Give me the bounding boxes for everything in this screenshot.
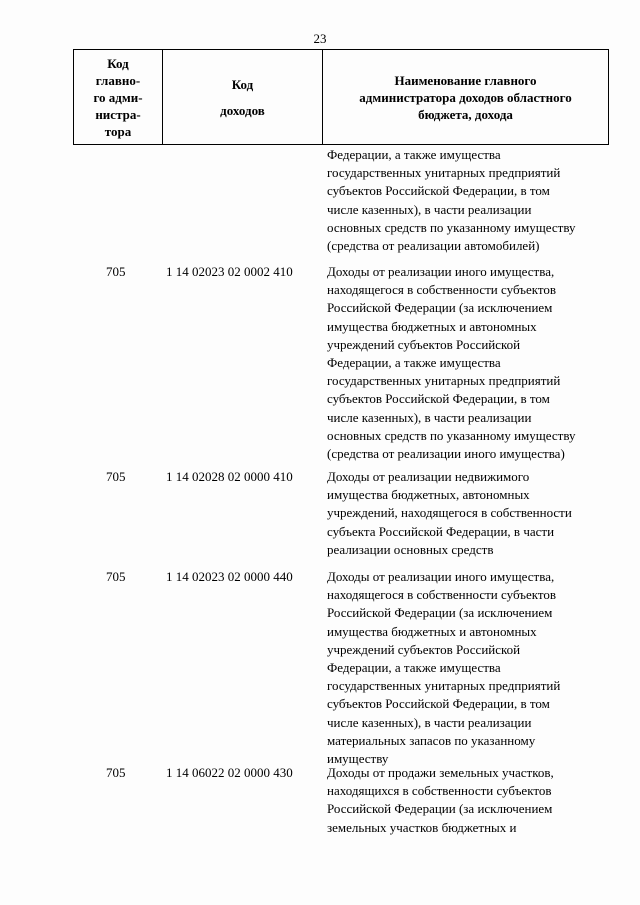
income-code: 1 14 02028 02 0000 410	[166, 469, 293, 484]
header-income-code-line: доходов	[220, 102, 265, 118]
text-line: имущества бюджетных и автономных	[327, 318, 537, 334]
header-income-name-line: администратора доходов областного	[359, 89, 572, 105]
text-line: Федерации, а также имущества	[327, 660, 501, 676]
income-code: 1 14 06022 02 0000 430	[166, 765, 293, 780]
text-line: имуществу	[327, 751, 389, 767]
text-line: субъекта Российской Федерации, в части	[327, 523, 555, 539]
admin-code: 705	[106, 469, 126, 484]
text-line: государственных унитарных предприятий	[327, 678, 561, 694]
header-admin-code-line: нистра-	[95, 106, 141, 122]
text-line: государственных унитарных предприятий	[327, 373, 561, 389]
text-line: земельных участков бюджетных и	[327, 819, 517, 835]
text-line: имущества бюджетных и автономных	[327, 623, 537, 639]
text-line: Российской Федерации (за исключением	[327, 300, 553, 316]
income-code: 1 14 02023 02 0002 410	[166, 264, 293, 279]
text-line: основных средств по указанному имуществу	[327, 427, 576, 443]
text-line: Доходы от реализации иного имущества,	[327, 569, 555, 584]
table-header	[73, 49, 609, 145]
text-line: Федерации, а также имущества	[327, 355, 501, 371]
text-line: (средства от реализации иного имущества)	[327, 446, 565, 462]
text-line: субъектов Российской Федерации, в том	[327, 391, 550, 407]
text-line: субъектов Российской Федерации, в том	[327, 696, 550, 712]
text-line: Российской Федерации (за исключением	[327, 801, 553, 817]
text-line: имущества бюджетных, автономных	[327, 487, 530, 503]
income-code: 1 14 02023 02 0000 440	[166, 569, 293, 584]
header-admin-code-line: Код	[107, 55, 129, 71]
text-line: государственных унитарных предприятий	[327, 165, 561, 181]
admin-code: 705	[106, 264, 126, 279]
income-name	[327, 764, 607, 837]
text-line: реализации основных средств	[327, 541, 494, 557]
header-income-name-line: Наименование главного	[394, 72, 537, 88]
text-line: основных средств по указанному имуществу	[327, 219, 576, 235]
text-line: Доходы от реализации иного имущества,	[327, 264, 555, 279]
page-number: 23	[313, 31, 327, 46]
text-line: (средства от реализации автомобилей)	[327, 238, 540, 254]
header-admin-code	[74, 50, 162, 144]
header-income-code	[162, 50, 322, 144]
text-line: находящегося в собственности субъектов	[327, 587, 557, 603]
income-name	[327, 568, 607, 768]
header-income-name-line: бюджета, дохода	[418, 106, 513, 122]
admin-code: 705	[106, 569, 126, 584]
text-line: числе казенных), в части реализации	[327, 409, 532, 425]
header-income-code-line: Код	[231, 76, 254, 92]
header-admin-code-line: тора	[104, 123, 132, 139]
text-line: субъектов Российской Федерации, в том	[327, 183, 550, 199]
text-line: учреждений субъектов Российской	[327, 641, 521, 657]
income-name	[327, 468, 607, 559]
text-line: числе казенных), в части реализации	[327, 201, 532, 217]
income-name	[327, 263, 607, 463]
text-line: материальных запасов по указанному	[327, 732, 536, 748]
text-line: Доходы от продажи земельных участков,	[327, 765, 554, 780]
continued-name-text	[327, 146, 607, 255]
text-line: учреждений, находящегося в собственности	[327, 505, 572, 521]
header-income-name	[322, 50, 608, 144]
text-line: Доходы от реализации недвижимого	[327, 469, 530, 484]
admin-code: 705	[106, 765, 126, 780]
text-line: находящегося в собственности субъектов	[327, 282, 557, 298]
text-line: Российской Федерации (за исключением	[327, 605, 553, 621]
text-line: находящихся в собственности субъектов	[327, 783, 552, 799]
text-line: числе казенных), в части реализации	[327, 714, 532, 730]
header-admin-code-line: главно-	[95, 72, 141, 88]
header-admin-code-line: го адми-	[93, 89, 143, 105]
text-line: учреждений субъектов Российской	[327, 336, 521, 352]
text-line: Федерации, а также имущества	[327, 147, 501, 162]
